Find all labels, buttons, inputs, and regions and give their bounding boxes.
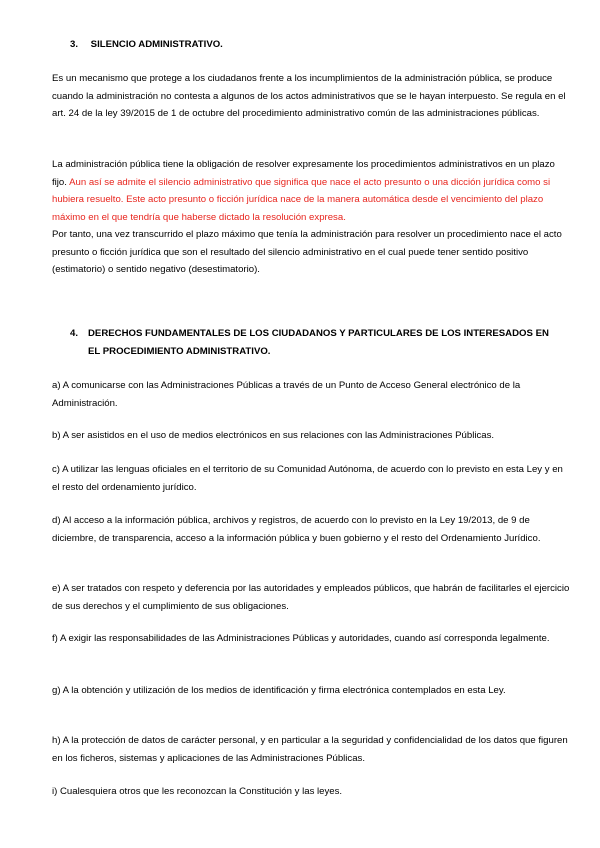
right-item-b: b) A ser asistidos en el uso de medios electrónicos en sus relaciones con las Administraciones Públicas. — [52, 430, 495, 441]
right-item-g: g) A la obtención y utilización de los medios de identificación y firma electrónica contemplados en esta Ley. — [52, 685, 506, 696]
right-item-i: i) Cualesquiera otros que les reconozcan la Constitución y las leyes. — [52, 786, 343, 797]
section-4-heading — [70, 325, 560, 360]
section-4-number: 4. — [70, 328, 79, 339]
obligation-paragraph — [52, 156, 572, 226]
section-3-heading — [70, 36, 550, 54]
silencio-definition-paragraph: Es un mecanismo que protege a los ciudadanos frente a los incumplimientos de la administración pública, se produce cuando la administración no contesta a algunos de los actos administrativos que se le hayan interpuesto. Se regula en el art. 24 de la ley 39/2015 de 1 de octubre del procedimiento administrativo común de las administraciones públicas. — [52, 73, 566, 119]
right-item-f: f) A exigir las responsabilidades de las Administraciones Públicas y autoridades, cuando así corresponda legalmente. — [52, 633, 550, 644]
section-3-title: SILENCIO ADMINISTRATIVO. — [90, 39, 223, 50]
section-4-title: DERECHOS FUNDAMENTALES DE LOS CIUDADANOS Y PARTICULARES DE LOS INTERESADOS EN EL PROCEDIMIENTO ADMINISTRATIVO. — [88, 328, 549, 357]
right-item-e: e) A ser tratados con respeto y deferencia por las autoridades y empleados públicos, que habrán de facilitarles el ejercicio de sus derechos y el cumplimiento de sus obligaciones. — [52, 583, 570, 612]
obligation-continuation: Por tanto, una vez transcurrido el plazo máximo que tenía la administración para resolver un procedimiento nace el acto presunto o ficción jurídica que son el resultado del silencio administrativo en el cual puede tener sentido positivo (estimatorio) o sentido negativo (desestimatorio). — [52, 229, 562, 275]
right-item-c: c) A utilizar las lenguas oficiales en el territorio de su Comunidad Autónoma, de acuerdo con lo previsto en esta Ley y en el resto del ordenamiento jurídico. — [52, 464, 563, 493]
obligation-highlight: Aun así se admite el silencio administrativo que significa que nace el acto presunto o una dicción jurídica como si hubiera resuelto. Este acto presunto o ficción jurídica nace de la manera automática desde el vencimiento del plazo máximo en el que tendría que haberse dictado la resolución expresa. — [52, 176, 551, 223]
right-item-a: a) A comunicarse con las Administraciones Públicas a través de un Punto de Acceso General electrónico de la Administración. — [52, 380, 521, 409]
right-item-d: d) Al acceso a la información pública, archivos y registros, de acuerdo con lo previsto en la Ley 19/2013, de 9 de diciembre, de transparencia, acceso a la información pública y buen gobierno y el resto del Ordenamiento Jurídico. — [52, 515, 541, 544]
section-3-number: 3. — [70, 39, 79, 50]
obligation-intro: La administración pública tiene la obligación de resolver expresamente los procedimientos administrativos en un plazo fijo. — [52, 159, 555, 188]
right-item-h: h) A la protección de datos de carácter personal, y en particular a la seguridad y confidencialidad de los datos que figuren en los ficheros, sistemas y aplicaciones de las Administraciones Públicas. — [52, 735, 568, 764]
silencio-obligation-block — [52, 156, 572, 279]
